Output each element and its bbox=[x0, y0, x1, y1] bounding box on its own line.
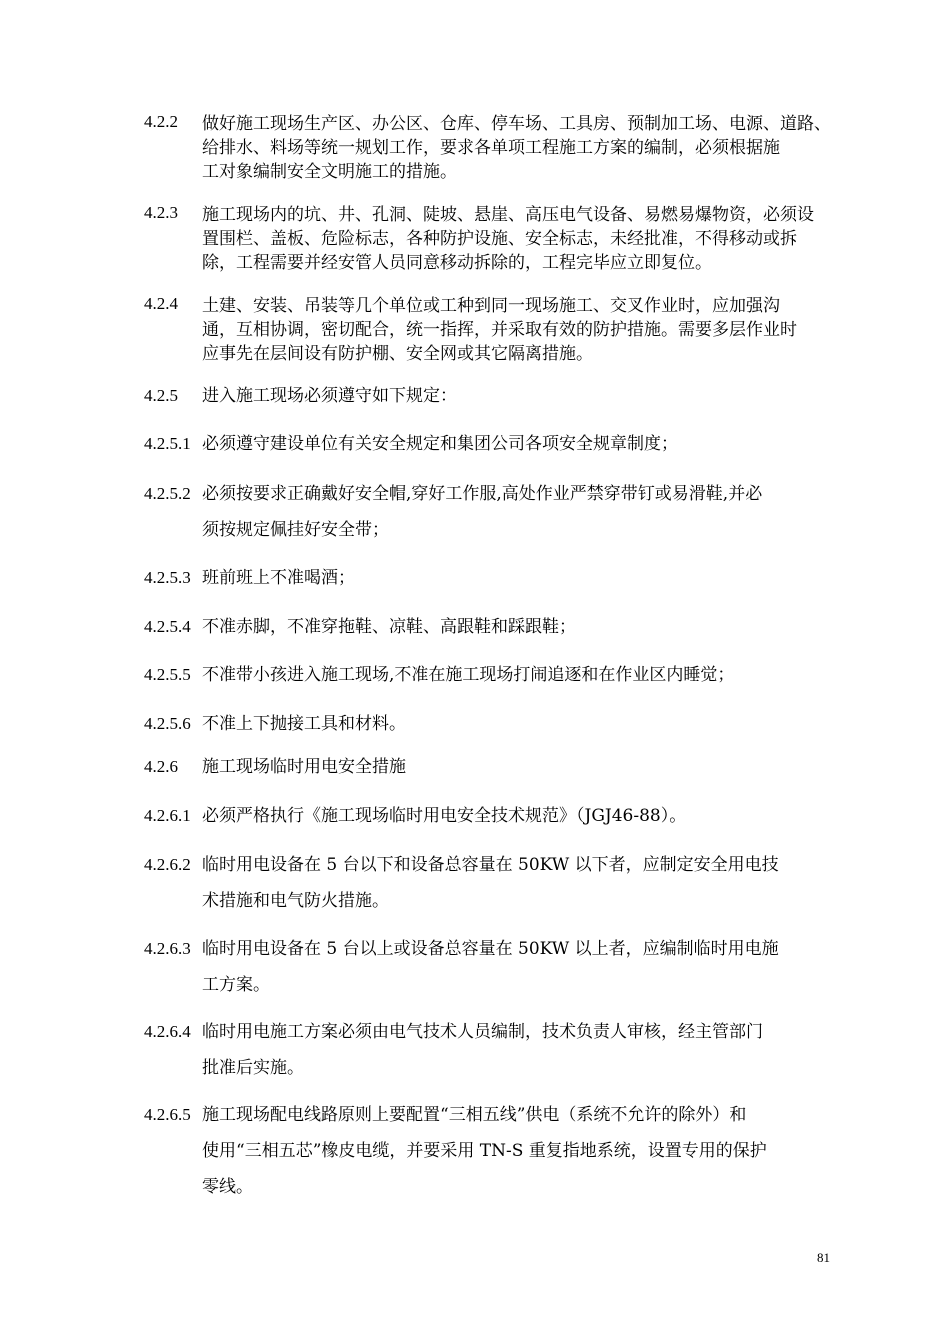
section-number: 4.2.6 bbox=[144, 757, 178, 776]
section-number: 4.2.4 bbox=[144, 294, 178, 313]
section-text: 进入施工现场必须遵守如下规定： bbox=[202, 386, 457, 406]
section-number: 4.2.5.1 bbox=[144, 434, 191, 453]
section-number: 4.2.5.2 bbox=[144, 484, 191, 503]
paragraph-4-2-5-1 bbox=[144, 426, 844, 462]
paragraph-4-2-6-3 bbox=[144, 931, 844, 1003]
section-number: 4.2.5.5 bbox=[144, 665, 191, 684]
paragraph-4-2-5-3 bbox=[144, 560, 844, 596]
page-number: 81 bbox=[817, 1250, 830, 1265]
section-text: 必须按要求正确戴好安全帽,穿好工作服,高处作业严禁穿带钉或易滑鞋,并必 须按规定佩挂好安全带； bbox=[202, 484, 763, 540]
section-number: 4.2.6.5 bbox=[144, 1105, 191, 1124]
paragraph-4-2-5-5 bbox=[144, 657, 844, 693]
paragraph-4-2-6 bbox=[144, 749, 844, 785]
section-text: 班前班上不准喝酒； bbox=[202, 568, 355, 588]
paragraph-4-2-3 bbox=[144, 203, 844, 275]
section-text: 不准带小孩进入施工现场,不准在施工现场打闹追逐和在作业区内睡觉； bbox=[202, 665, 735, 685]
section-text: 土建、安装、吊装等几个单位或工种到同一现场施工、交叉作业时，应加强沟 通，互相协调，密切配合，统一指挥，并采取有效的防护措施。需要多层作业时 应事先在层间设有防护棚、安全网或其它隔离措施。 bbox=[202, 296, 797, 364]
section-number: 4.2.6.2 bbox=[144, 855, 191, 874]
paragraph-4-2-5-2 bbox=[144, 476, 844, 548]
section-text: 临时用电设备在 5 台以上或设备总容量在 50KW 以上者，应编制临时用电施 工方案。 bbox=[202, 939, 779, 995]
section-number: 4.2.2 bbox=[144, 112, 178, 131]
paragraph-4-2-5-6 bbox=[144, 706, 844, 742]
paragraph-4-2-6-4 bbox=[144, 1014, 844, 1086]
paragraph-4-2-4 bbox=[144, 294, 844, 366]
paragraph-4-2-6-2 bbox=[144, 847, 844, 919]
section-text: 不准上下抛接工具和材料。 bbox=[202, 714, 406, 734]
paragraph-4-2-6-1 bbox=[144, 798, 844, 834]
section-number: 4.2.3 bbox=[144, 203, 178, 222]
section-number: 4.2.5.6 bbox=[144, 714, 191, 733]
section-text: 做好施工现场生产区、办公区、仓库、停车场、工具房、预制加工场、电源、道路、 给排水、料场等统一规划工作，要求各单项工程施工方案的编制，必须根据施 工对象编制安全文明施工的措施。 bbox=[202, 114, 831, 182]
paragraph-4-2-6-5 bbox=[144, 1097, 844, 1205]
section-number: 4.2.6.3 bbox=[144, 939, 191, 958]
section-text: 必须严格执行《施工现场临时用电安全技术规范》（JGJ46-88）。 bbox=[202, 806, 687, 826]
section-number: 4.2.6.4 bbox=[144, 1022, 191, 1041]
paragraph-4-2-5 bbox=[144, 378, 844, 414]
section-text: 临时用电施工方案必须由电气技术人员编制，技术负责人审核，经主管部门 批准后实施。 bbox=[202, 1022, 763, 1078]
section-number: 4.2.5.3 bbox=[144, 568, 191, 587]
section-text: 施工现场内的坑、井、孔洞、陡坡、悬崖、高压电气设备、易燃易爆物资，必须设 置围栏、盖板、危险标志，各种防护设施、安全标志，未经批准，不得移动或拆 除，工程需要并经安管人员同意移动拆除的，工程完毕应立即复位。 bbox=[202, 205, 814, 273]
section-text: 施工现场配电线路原则上要配置“三相五线”供电（系统不允许的除外）和 使用“三相五芯”橡皮电缆，并要采用 TN-S 重复指地系统，设置专用的保护 零线。 bbox=[202, 1105, 767, 1197]
section-number: 4.2.5 bbox=[144, 386, 178, 405]
section-number: 4.2.5.4 bbox=[144, 617, 191, 636]
paragraph-4-2-2 bbox=[144, 112, 844, 184]
paragraph-4-2-5-4 bbox=[144, 609, 844, 645]
section-text: 临时用电设备在 5 台以下和设备总容量在 50KW 以下者，应制定安全用电技 术措施和电气防火措施。 bbox=[202, 855, 779, 911]
section-number: 4.2.6.1 bbox=[144, 806, 191, 825]
section-text: 必须遵守建设单位有关安全规定和集团公司各项安全规章制度； bbox=[202, 434, 678, 454]
section-text: 不准赤脚，不准穿拖鞋、凉鞋、高跟鞋和踩跟鞋； bbox=[202, 617, 576, 637]
section-text: 施工现场临时用电安全措施 bbox=[202, 757, 406, 777]
